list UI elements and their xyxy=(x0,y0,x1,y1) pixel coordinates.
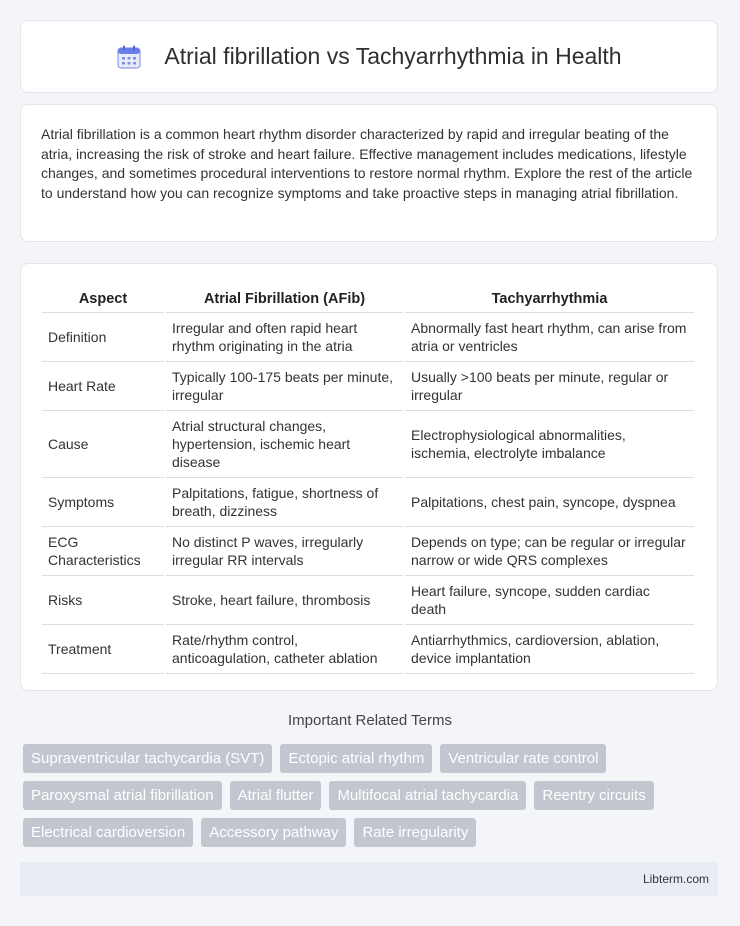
table-cell: Palpitations, fatigue, shortness of breath, dizziness xyxy=(166,478,403,527)
related-terms-list xyxy=(23,744,723,847)
related-term-tag[interactable]: Ectopic atrial rhythm xyxy=(280,744,432,773)
footer xyxy=(20,862,718,896)
intro-card xyxy=(20,104,718,242)
table-cell: Risks xyxy=(42,576,164,625)
table-cell: Treatment xyxy=(42,625,164,674)
table-cell: Depends on type; can be regular or irregular narrow or wide QRS complexes xyxy=(405,527,694,576)
column-header: Aspect xyxy=(42,282,164,313)
table-cell: Atrial structural changes, hypertension, ischemic heart disease xyxy=(166,411,403,478)
related-term-tag[interactable]: Rate irregularity xyxy=(354,818,476,847)
table-cell: Irregular and often rapid heart rhythm originating in the atria xyxy=(166,313,403,362)
related-term-tag[interactable]: Paroxysmal atrial fibrillation xyxy=(23,781,222,810)
table-cell: No distinct P waves, irregularly irregular RR intervals xyxy=(166,527,403,576)
intro-text: Atrial fibrillation is a common heart rhythm disorder characterized by rapid and irregular beating of the atria, increasing the risk of stroke and heart failure. Effective management includes medications, lifestyle changes, and sometimes procedural interventions to restore normal rhythm. Explore the rest of the article to understand how you can recognize symptoms and take proactive steps in managing atrial fibrillation. xyxy=(41,126,693,201)
site-link[interactable]: Libterm.com xyxy=(642,872,709,886)
table-cell: Abnormally fast heart rhythm, can arise from atria or ventricles xyxy=(405,313,694,362)
table-cell: Cause xyxy=(42,411,164,478)
table-cell: ECG Characteristics xyxy=(42,527,164,576)
related-terms-title: Important Related Terms xyxy=(288,712,452,729)
related-term-tag[interactable]: Reentry circuits xyxy=(534,781,653,810)
table-cell: Antiarrhythmics, cardioversion, ablation, device implantation xyxy=(405,625,694,674)
table-row xyxy=(42,362,694,411)
related-term-tag[interactable]: Ventricular rate control xyxy=(440,744,606,773)
table-row xyxy=(42,576,694,625)
related-term-tag[interactable]: Multifocal atrial tachycardia xyxy=(329,781,526,810)
table-row xyxy=(42,625,694,674)
column-header: Atrial Fibrillation (AFib) xyxy=(166,282,403,313)
table-cell: Electrophysiological abnormalities, ischemia, electrolyte imbalance xyxy=(405,411,694,478)
related-term-tag[interactable]: Atrial flutter xyxy=(230,781,322,810)
table-cell: Symptoms xyxy=(42,478,164,527)
table-cell: Typically 100-175 beats per minute, irregular xyxy=(166,362,403,411)
column-header: Tachyarrhythmia xyxy=(405,282,694,313)
comparison-table xyxy=(40,282,696,674)
table-row xyxy=(42,527,694,576)
table-cell: Usually >100 beats per minute, regular or irregular xyxy=(405,362,694,411)
table-cell: Rate/rhythm control, anticoagulation, catheter ablation xyxy=(166,625,403,674)
title-card xyxy=(20,20,718,93)
comparison-card xyxy=(20,263,718,691)
calendar-icon xyxy=(116,44,142,70)
table-cell: Palpitations, chest pain, syncope, dyspnea xyxy=(405,478,694,527)
table-row xyxy=(42,411,694,478)
table-row xyxy=(42,313,694,362)
table-cell: Definition xyxy=(42,313,164,362)
page-title: Atrial fibrillation vs Tachyarrhythmia in Health xyxy=(164,43,622,69)
table-header-row xyxy=(42,282,694,313)
related-term-tag[interactable]: Electrical cardioversion xyxy=(23,818,193,847)
table-cell: Stroke, heart failure, thrombosis xyxy=(166,576,403,625)
table-cell: Heart Rate xyxy=(42,362,164,411)
related-term-tag[interactable]: Supraventricular tachycardia (SVT) xyxy=(23,744,272,773)
related-term-tag[interactable]: Accessory pathway xyxy=(201,818,346,847)
table-row xyxy=(42,478,694,527)
table-cell: Heart failure, syncope, sudden cardiac death xyxy=(405,576,694,625)
